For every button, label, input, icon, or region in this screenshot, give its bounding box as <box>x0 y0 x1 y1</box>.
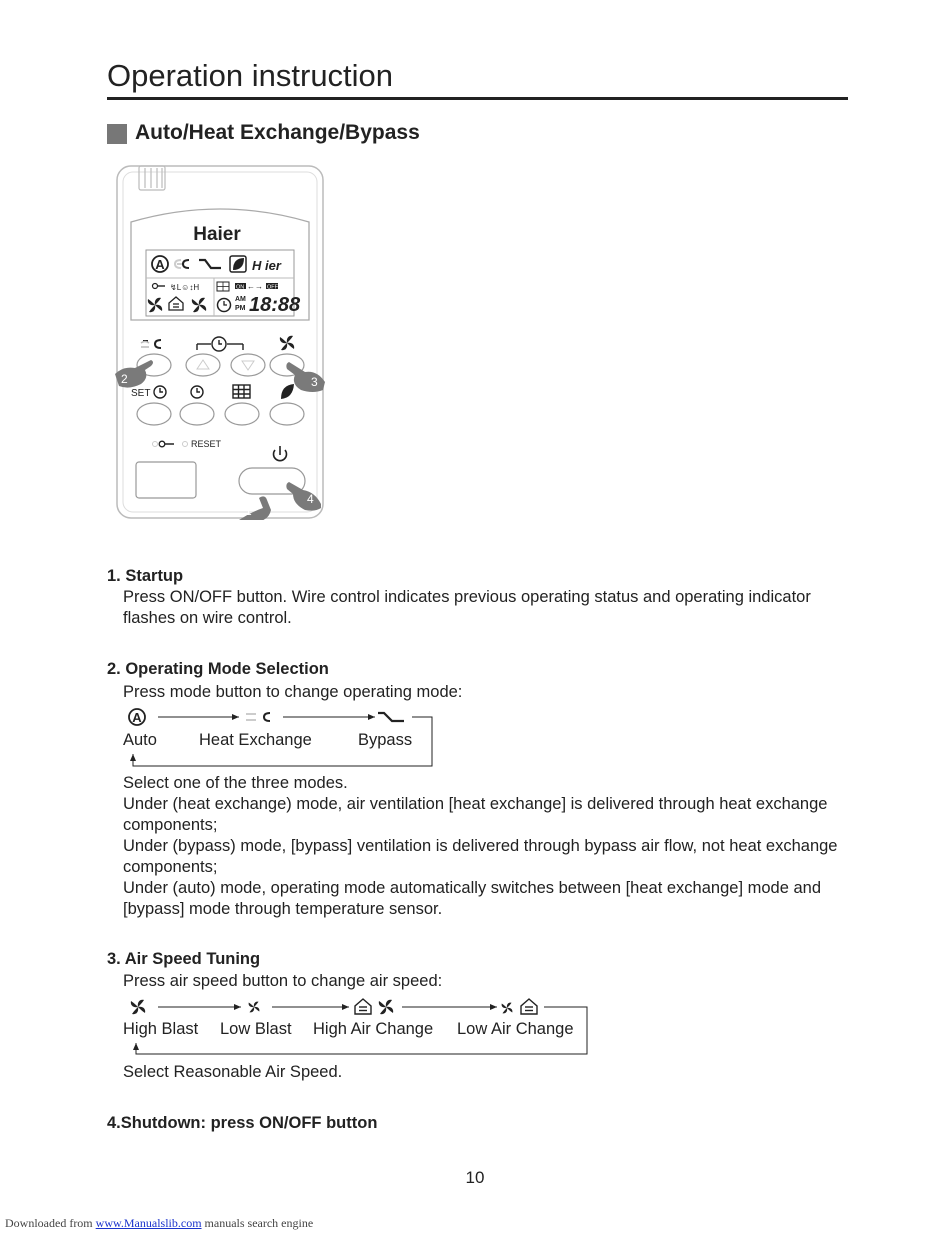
grid-button <box>225 403 259 425</box>
mode-label-bypass: Bypass <box>358 731 413 749</box>
mode-label-auto: Auto <box>123 731 157 749</box>
speed-note: Select Reasonable Air Speed. <box>123 1063 343 1081</box>
bypass-mode-icon <box>378 713 404 721</box>
mode-line: Select one of the three modes. <box>123 774 348 792</box>
reset-panel <box>136 462 196 498</box>
low-air-change-icon <box>502 1003 513 1014</box>
speed-label-low-air-change: Low Air Change <box>457 1020 574 1038</box>
callout-3: 3 <box>311 375 318 389</box>
step-3-intro: Press air speed button to change air speed: <box>123 972 443 990</box>
lcd-am: AM <box>235 296 246 303</box>
timer-button <box>180 403 214 425</box>
mode-description <box>123 773 838 920</box>
leaf-button <box>270 403 304 425</box>
svg-text:A: A <box>132 710 142 725</box>
high-blast-icon <box>131 1000 145 1014</box>
step-1-text: Press ON/OFF button. Wire control indicates previous operating status and operating indicator flashes on wire control. <box>123 588 811 627</box>
footer-suffix: manuals search engine <box>201 1216 314 1230</box>
svg-text:↯L☺↕H: ↯L☺↕H <box>170 283 200 292</box>
download-footer <box>5 1216 313 1231</box>
section-title: Auto/Heat Exchange/Bypass <box>135 121 420 144</box>
callout-4: 4 <box>307 492 314 506</box>
mode-label-heat-exchange: Heat Exchange <box>199 731 312 749</box>
footer-prefix: Downloaded from <box>5 1216 96 1230</box>
speed-label-high-air-change: High Air Change <box>313 1020 434 1038</box>
title-divider <box>107 97 848 100</box>
timer-up-button <box>186 354 220 376</box>
lcd-on-tag: ON <box>236 284 245 291</box>
set-label: SET <box>131 388 151 399</box>
callout-2: 2 <box>121 372 128 386</box>
lcd-off-tag: OFF <box>267 284 278 291</box>
reset-label: RESET <box>191 439 222 449</box>
svg-text:A: A <box>155 257 165 272</box>
set-timer-button <box>137 403 171 425</box>
mode-line: Under (bypass) mode, [bypass] ventilation is delivered through bypass air flow, not heat exchange components; <box>123 837 838 876</box>
step-3-heading: 3. Air Speed Tuning <box>107 950 261 968</box>
step-1-heading: 1. Startup <box>107 567 184 585</box>
step-4-heading: 4.Shutdown: press ON/OFF button <box>107 1114 378 1132</box>
lcd-brand: H ier <box>252 258 281 273</box>
speed-label-high-blast: High Blast <box>123 1020 199 1038</box>
timer-down-button <box>231 354 265 376</box>
low-blast-icon <box>249 1002 260 1013</box>
mode-line: Under (heat exchange) mode, air ventilation [heat exchange] is delivered through heat exchange components; <box>123 795 828 834</box>
step-2-intro: Press mode button to change operating mode: <box>123 683 463 701</box>
svg-text:←→: ←→ <box>247 282 263 291</box>
heat-exchange-mode-icon <box>264 713 270 721</box>
step-2-heading: 2. Operating Mode Selection <box>107 660 329 678</box>
remote-control-illustration <box>115 164 325 520</box>
manualslib-link[interactable]: www.Manualslib.com <box>95 1216 202 1230</box>
speed-label-low-blast: Low Blast <box>220 1020 292 1038</box>
lcd-pm: PM <box>235 305 246 312</box>
lcd-time: 18:88 <box>249 294 301 316</box>
section-bullet-square <box>107 124 127 144</box>
mode-line: Under (auto) mode, operating mode automatically switches between [heat exchange] mode and [bypass] mode through temperature sensor. <box>123 879 821 918</box>
remote-brand-logo: Haier <box>193 224 241 245</box>
high-air-change-icon <box>355 999 371 1014</box>
page-title: Operation instruction <box>107 58 394 93</box>
callout-1: 1 <box>245 504 252 518</box>
page-number: 10 <box>465 1168 485 1187</box>
